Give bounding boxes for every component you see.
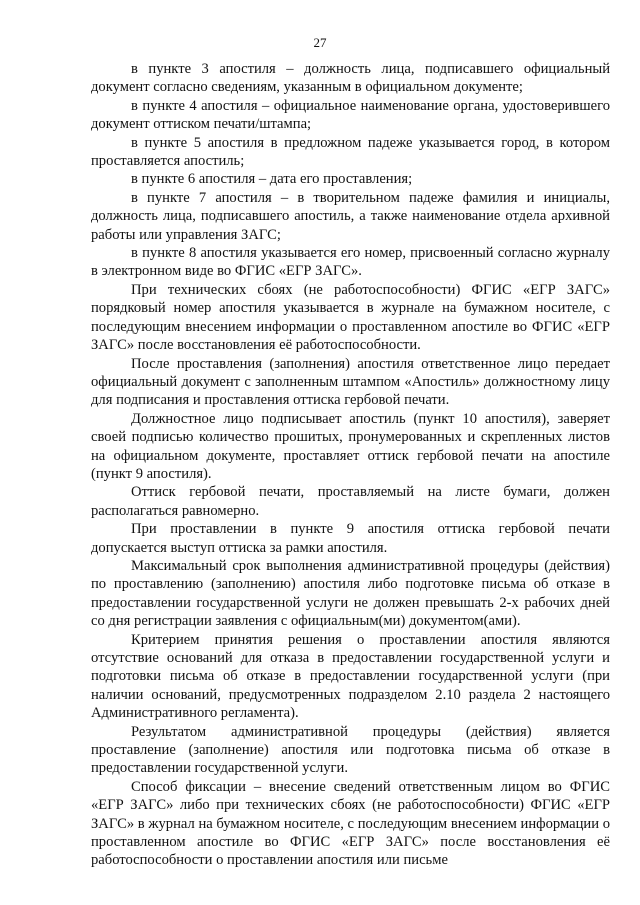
- paragraph-technical-failures: При технических сбоях (не работоспособности) ФГИС «ЕГР ЗАГС» порядковый номер апостиля указывается в журнале на бумажном носителе, с последующим внесением информации о проставленном апостиле во ФГИС «ЕГР ЗАГС» после восстановления её работоспособности.: [91, 281, 610, 354]
- paragraph-item-5: в пункте 5 апостиля в предложном падеже указывается город, в котором проставляется апостиль;: [91, 134, 610, 170]
- paragraph-after-filling: После проставления (заполнения) апостиля ответственное лицо передает официальный документ с заполненным штампом «Апостиль» должностному лицу для подписания и проставления оттиска гербовой печати.: [91, 355, 610, 409]
- paragraph-max-term: Максимальный срок выполнения административной процедуры (действия) по проставлению (заполнению) апостиля либо подготовке письма об отказе в предоставлении государственной услуги не должен превышать 2-х рабочих дней со дня регистрации заявления с официальным(ми) документом(ами).: [91, 557, 610, 630]
- paragraph-item-3: в пункте 3 апостиля – должность лица, подписавшего официальный документ согласно сведениям, указанным в официальном документе;: [91, 61, 610, 96]
- page-number: 27: [313, 35, 327, 50]
- paragraph-item-8: в пункте 8 апостиля указывается его номер, присвоенный согласно журналу в электронном виде во ФГИС «ЕГР ЗАГС».: [91, 245, 610, 280]
- paragraph-seal-overhang: При проставлении в пункте 9 апостиля оттиска гербовой печати допускается выступ оттиска за рамки апостиля.: [91, 521, 610, 556]
- paragraph-item-7: в пункте 7 апостиля – в творительном падеже фамилия и инициалы, должность лица, подписавшего апостиль, а также наименование отдела архивной работы или управления ЗАГС;: [91, 189, 610, 243]
- paragraph-fixation-method: Способ фиксации – внесение сведений ответственным лицом во ФГИС «ЕГР ЗАГС» либо при технических сбоях (не работоспособности) ФГИС «ЕГР ЗАГС» в журнал на бумажном носителе, с последующим внесением информации о проставленном апостиле во ФГИС «ЕГР ЗАГС» после восстановления её работоспособности о проставлении апостиля или письме: [91, 778, 610, 869]
- paragraph-seal-placement: Оттиск гербовой печати, проставляемый на листе бумаги, должен располагаться равномерно.: [91, 484, 610, 519]
- paragraph-decision-criterion: Критерием принятия решения о проставлении апостиля являются отсутствие оснований для отказа в предоставлении государственной услуги и подготовки письма об отказе в предоставлении государственной услуги (при наличии оснований, предусмотренных подразделом 2.10 раздела 2 настоящего Административного регламента).: [91, 631, 610, 722]
- document-body: [91, 60, 610, 870]
- paragraph-item-4: в пункте 4 апостиля – официальное наименование органа, удостоверившего документ оттиском печати/штампа;: [91, 97, 610, 133]
- paragraph-item-6: в пункте 6 апостиля – дата его проставления;: [131, 171, 413, 188]
- paragraph-official-signs: Должностное лицо подписывает апостиль (пункт 10 апостиля), заверяет своей подписью количество прошитых, пронумерованных и скрепленных листов на официальном документе, проставляет оттиск гербовой печати на апостиле (пункт 9 апостиля).: [91, 410, 610, 482]
- paragraph-result: Результатом административной процедуры (действия) является проставление (заполнение) апостиля или подготовка письма об отказе в предоставлении государственной услуги.: [91, 723, 610, 777]
